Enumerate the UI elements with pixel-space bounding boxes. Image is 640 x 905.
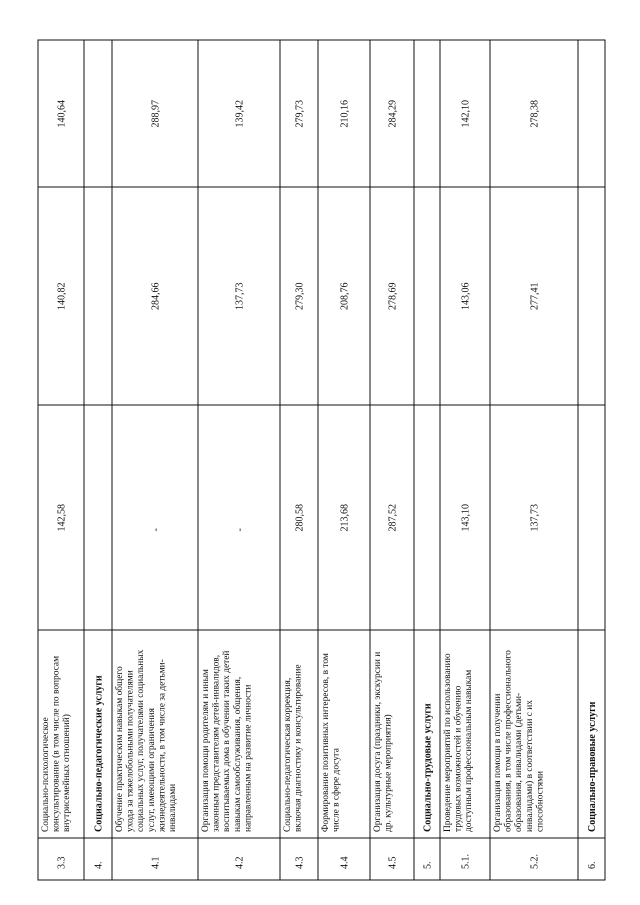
service-name-line: способностями: [535, 770, 546, 832]
tariff-value: 284,66: [150, 282, 162, 310]
service-name-line: услуг, имеющими ограничения: [146, 708, 157, 832]
row-number: 3.3: [56, 856, 68, 869]
service-name-line: Организация помощи родителям и иным: [201, 669, 211, 832]
section-heading: Социально-педагогические услуги: [93, 675, 105, 832]
tariff-value: 288,97: [150, 100, 162, 128]
service-name-line: навыкам самообслуживания, общения,: [232, 676, 243, 832]
service-name-line: Организация помощи в получении: [493, 693, 503, 832]
tariff-value: -: [234, 528, 246, 532]
tariff-value: 278,69: [387, 282, 399, 310]
tariff-value: 284,29: [387, 100, 399, 128]
service-name-line: включая диагностику и консультирование: [293, 664, 304, 832]
section-heading: Социально-правовые услуги: [587, 701, 598, 832]
service-name-line: инвалидами: [168, 783, 178, 832]
tariff-value: 142,58: [56, 504, 68, 532]
service-name-line: трудовых возможностей и обучению: [453, 685, 464, 832]
service-name-line: Обучение практическим навыкам общего: [115, 666, 125, 832]
row-number: 5.1.: [460, 854, 472, 869]
row-number: 6.: [587, 861, 598, 869]
service-name-line: законным представителям детей-инвалидов,: [211, 654, 222, 832]
tariff-value: 137,73: [529, 504, 541, 532]
tariff-value: 210,16: [339, 100, 351, 128]
service-name-line: Социально-педагогическая коррекция,: [283, 677, 293, 832]
tariff-value: 279,73: [294, 100, 306, 128]
service-name-line: Формирование позитивных интересов, в том: [321, 653, 331, 832]
section-heading: Социально-трудовые услуги: [422, 703, 434, 832]
tariff-value: 140,64: [56, 100, 68, 128]
service-name-line: Социально-психологическое: [41, 717, 51, 832]
row-number: 4.3: [294, 856, 306, 869]
tariff-value: 140,82: [56, 282, 68, 310]
service-name-line: образования, в том числе профессионального: [503, 650, 514, 832]
service-name-line: др. культурные мероприятия): [383, 714, 394, 832]
service-name-line: образования, инвалидами (детьми-: [514, 692, 525, 832]
service-name-line: Организация досуга (праздники, экскурсии и: [373, 651, 383, 832]
tariff-value: 280,58: [294, 504, 306, 532]
tariff-value: 137,73: [234, 282, 246, 310]
row-number: 4.5: [387, 856, 399, 869]
tariff-value: 278,38: [529, 100, 541, 128]
row-number: 4.4: [339, 856, 351, 869]
service-name-line: воспитываемых дома в обучении таких детей: [222, 650, 233, 832]
service-name-line: внутрисемейных отношений): [62, 714, 73, 832]
service-name-line: жизнедеятельности, в том числе за детьми-: [157, 659, 168, 832]
tariff-value: 139,42: [234, 100, 246, 128]
service-name-line: консультирование (в том числе по вопросам: [51, 655, 62, 832]
service-name-line: социальных услуг, получателями социальных: [136, 649, 147, 832]
row-number: 4.2: [234, 856, 246, 869]
service-name-line: числе в сфере досуга: [331, 748, 342, 832]
service-name-line: доступным профессиональным навыкам: [464, 669, 475, 832]
service-name-line: ухода за тяжелобольными получателями: [125, 670, 136, 832]
tariff-value: 143,10: [460, 504, 472, 532]
tariff-value: 287,52: [387, 504, 399, 532]
row-number: 5.2.: [529, 854, 541, 869]
tariff-value: -: [150, 528, 162, 532]
service-name-line: направленным на развитие личности: [243, 684, 254, 832]
row-number: 4.: [93, 861, 105, 869]
service-name-line: Проведение мероприятий по использованию: [443, 653, 453, 832]
tariff-value: 142,10: [460, 100, 472, 128]
tariff-value: 143,06: [460, 282, 472, 310]
tariff-value: 279,30: [294, 282, 306, 310]
tariff-value: 208,76: [339, 282, 351, 310]
row-number: 5.: [422, 861, 434, 869]
services-price-table: [38, 40, 605, 880]
service-name-line: инвалидами) в соответствии с их: [524, 700, 535, 832]
row-number: 4.1: [150, 856, 162, 869]
tariff-value: 277,41: [529, 282, 541, 310]
tariff-value: 213,68: [339, 504, 351, 532]
